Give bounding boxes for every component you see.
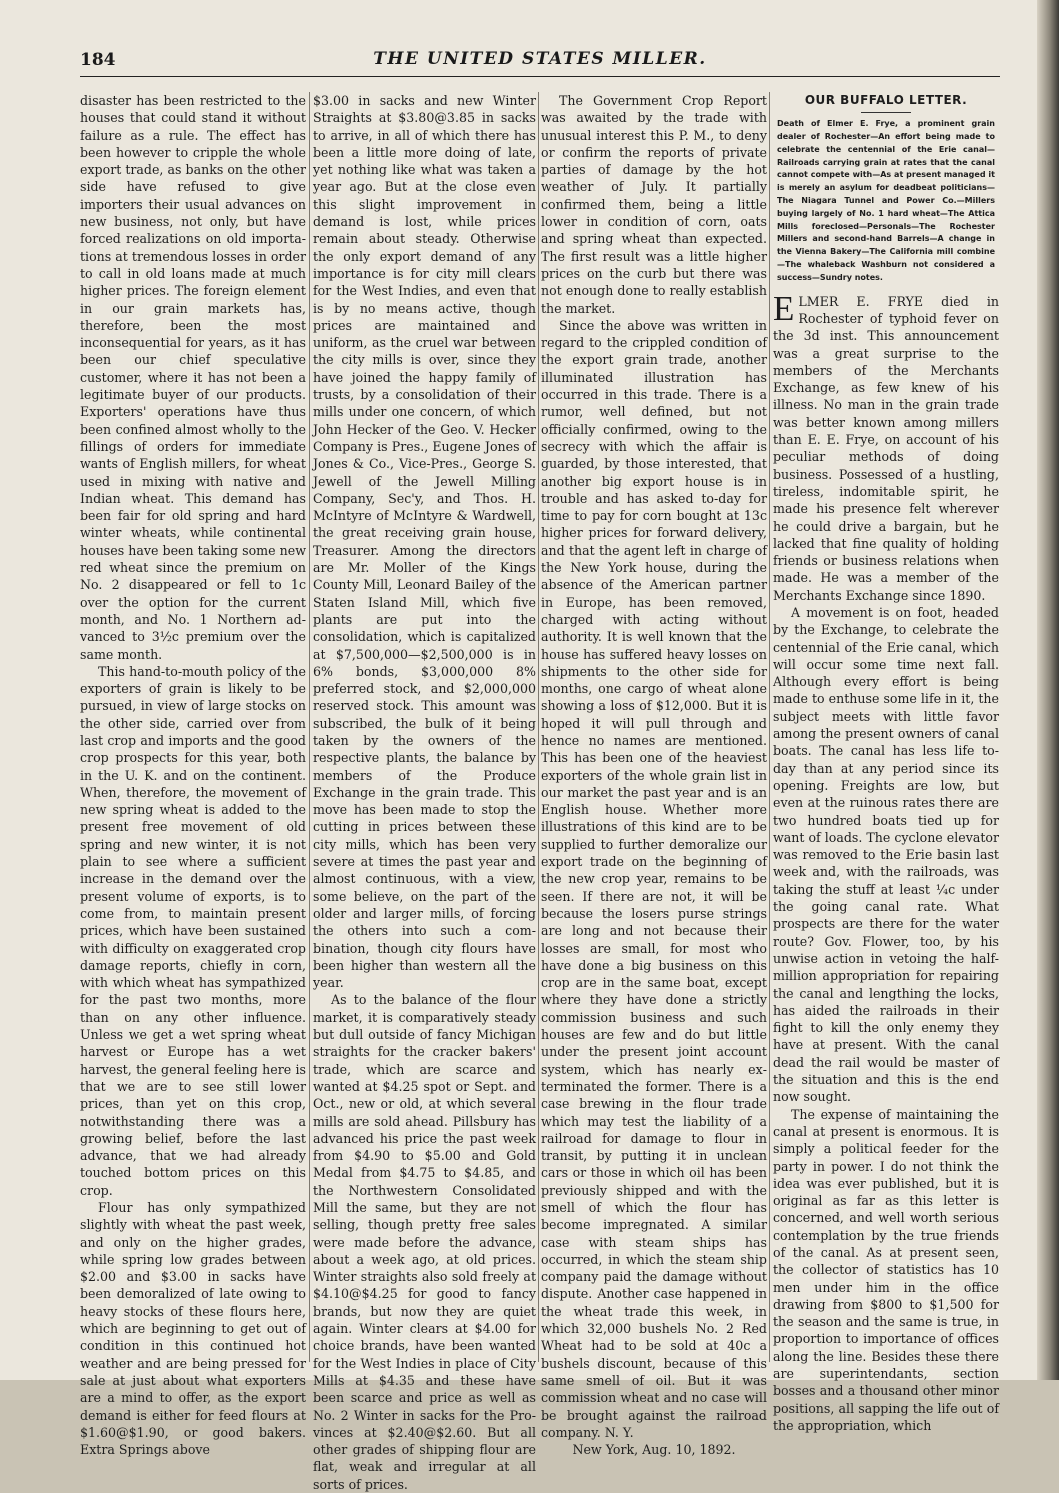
paragraph: The expense of maintaining the canal at present is enormous. It is simply a political feeder for the party in power. I do not think the idea was ever published, but it is original as far as this letter is concerned, and well worth serious contemplation by the true friends of the canal. As at present seen, the collector of statistics has 10 men under him in the office drawing from $800 to $1,500 for the season and the same is true, in proportion to importance of offices along the line. Besides these there are superintendants, section bosses and a thousand other minor positions, all sapping the life out of the appropriation, which: [773, 1106, 999, 1433]
heading-rule: [861, 112, 911, 113]
column-2: [313, 92, 536, 1492]
drop-cap: E: [773, 288, 795, 328]
column-rule: [769, 92, 770, 1362]
paragraph: $3.00 in sacks and new Winter Straights at $3.80@3.85 in sacks to arrive, in all of which there has been a little more doing of late, yet nothing like what was taken a year ago. But at the close even this slight improvement in demand is lost, while prices remain about steady. Otherwise the only export demand of any importance is for city mill clears for the West Indies, and even that is by no means active, though prices are maintained and uniform, as the cruel war between the city mills is over, since they have joined the happy family of trusts, by a consolidation of their mills under one concern, of which John Hecker of the Geo. V. Hecker Company is Pres., Eugene Jones of Jones & Co., Vice-Pres., George S. Jewell of the Jewell Milling Company, Sec'y, and Thos. H. McIntyre of McIntyre & Wardwell, the great receiving grain house, Treasurer. Among the directors are Mr. Moller of the Kings County Mill, Leonard Bailey of the Staten Island Mill, which five plants are put into the consolidation, which is capitalized at $7,500,000—$2,500,000 is in 6% bonds, $3,000,000 8% preferred stock, and $2,000,000 reserved stock. This amount was subscribed, the bulk of it being taken by the owners of the respective plants, the balance by members of the Produce Exchange in the grain trade. This move has been made to stop the cutting in prices between these city mills, which has been very severe at times the past year and almost continuous, with a view, some believe, on the part of the older and larger mills, of forcing the others into such a combination, though city flours have been higher than western all the year.: [313, 93, 536, 991]
paragraph: Since the above was written in regard to the crippled condition of the export grain trade, another illuminated illustration has occurred in this trade. There is a rumor, well defined, but not officially confirmed, owing to the secrecy with which the affair is guarded, by those interested, that another big export house is in trouble and has asked to-day for time to pay for corn bought at 13c higher prices for forward delivery, and that the agent left in charge of the New York house, during the absence of the American partner in Europe, has been removed, charged with acting without authority. It is well known that the house has suffered heavy losses on shipments to the other side for months, one cargo of wheat alone showing a loss of $12,000. But it is hoped it will pull through and hence no names are mentioned. This has been one of the heaviest exporters of the whole grain list in our market the past year and is an English house. Whether more illustrations of this kind are to be supplied to further demoralize our export trade on the beginning of the new crop year, remains to be seen. If there are not, it will be because the losers purse strings are long and not because their losses are small, for most who have done a big business on this crop are in the same boat, except where they have done a strictly commission business and such houses are few and do but little under the present joint account system, which has nearly exterminated the former. There is a case brewing in the flour trade which may test the liability of a railroad for damage to flour in transit, by putting it in unclean cars or those in which oil has been previously shipped and with the smell of which the flour has become impregnated. A similar case with steam ships has occurred, in which the steam ship company paid the damage without dispute. Another case happened in the wheat trade this week, in which 32,000 bushels No. 2 Red Wheat had to be sold at 40c a bushels discount, because of this same smell of oil. But it was commission wheat and no case will be brought against the railroad company. N. Y.: [541, 317, 767, 1440]
paragraph: disaster has been restricted to the houses that could stand it without failure as a rule. The effect has been however to cripple the whole export trade, as banks on the other side have refused to give importers their usual advances on new business, not only, but have forced realizations on old importations at tremendous losses in order to call in old loans made at much higher prices. The foreign element in our grain markets has, therefore, been the most inconsequential for years, as it has been our chief speculative customer, where it has not been a legitimate buyer of our products. Exporters' operations have thus been confined almost wholly to the fillings of orders for immediate wants of English millers, for wheat used in mixing with native and Indian wheat. This demand has been fair for old spring and hard winter wheats, while continental houses have been taking some new red wheat since the premium on No. 2 disappeared or fell to 1c over the option for the current month, and No. 1 Northern advanced to 3½c premium over the same month.: [80, 93, 306, 662]
paragraph: The Government Crop Report was awaited by the trade with unusual interest this P. M., to deny or confirm the reports of private parties of damage by the hot weather of July. It partially confirmed them, being a little lower in condition of corn, oats and spring wheat than expected. The first result was a little higher prices on the curb but there was not enough done to really establish the market.: [541, 93, 767, 316]
lead-text: LMER E. FRYE died in Rochester of typhoid fever on the 3d inst. This announcement was a great surprise to the members of the Merchants Exchange, as few knew of his illness. No man in the grain trade was better known among millers than E. E. Frye, on account of his peculiar methods of doing business. Possessed of a hustling, tireless, indomitable spirit, he made his presence felt wherever he could drive a bargain, but he lacked that fine quality of holding friends or business relations when made. He was a member of the Merchants Exchange since 1890.: [773, 293, 999, 603]
page-header: [80, 46, 1000, 77]
paragraph: This hand-to-mouth policy of the exporters of grain is likely to be pursued, in view of large stocks on the other side, carried over from last crop and imports and the good crop prospects for this year, both in the U. K. and on the continent. When, therefore, the movement of new spring wheat is added to the present free movement of old spring and new winter, it is not plain to see where a sufficient increase in the demand over the present volume of exports, is to come from, to maintain present prices, which have been sustained with difficulty on exaggerated crop damage reports, chiefly in corn, with which wheat has sympathized for the past two months, more than on any other influence. Unless we get a wet spring wheat harvest or Europe has a wet harvest, the general feeling here is that we are to see still lower prices, than yet on this crop, notwithstanding there was a growing belief, before the last advance, that we had already touched bottom prices on this crop.: [80, 663, 306, 1198]
publication-title: THE UNITED STATES MILLER.: [373, 49, 707, 69]
paragraph: As to the balance of the flour market, it is comparatively steady but dull outside of fancy Michigan straights for the cracker bakers' trade, which are scarce and wanted at $4.25 spot or Sept. and Oct., new or old, at which several mills are sold ahead. Pillsbury has advanced his price the past week from $4.90 to $5.00 and Gold Medal from $4.75 to $4.85, and the Northwestern Consolidated Mill the same, but they are not selling, though pretty free sales were made before the advance, about a week ago, at old prices. Winter straights also sold freely at $4.10@$4.25 for good to fancy brands, but now they are quiet again. Winter clears at $4.00 for choice brands, have been wanted for the West Indies in place of City Mills at $4.35 and these have been scarce and price as well as No. 2 Winter in sacks for the Provinces at $2.40@$2.60. But all other grades of shipping flour are flat, weak and irregular at all sorts of prices.: [313, 992, 536, 1492]
column-3: [541, 92, 767, 1458]
page-number: 184: [80, 50, 116, 70]
column-rule: [538, 92, 539, 1362]
article-heading: OUR BUFFALO LETTER.: [804, 93, 968, 107]
binding-shadow: [1037, 0, 1059, 1380]
column-1: [80, 92, 306, 1458]
paragraph: Flour has only sympathized slightly with wheat the past week, and only on the higher grades, while spring low grades between $2.00 and $3.00 in sacks have been demoralized of late owing to heavy stocks of these flours here, which are beginning to get out of condition in this continued hot weather and are being pressed for sale at just about what exporters are a mind to offer, as the export demand is either for feed flours at $1.60@$1.90, or good bakers. Extra Springs above: [80, 1200, 306, 1458]
column-rule: [309, 92, 310, 1362]
article-summary: Death of Elmer E. Frye, a prominent grain dealer of Rochester—An effort being made to celebrate the centennial of the Erie canal—Railroads carrying grain at rates that the canal cannot compete with—As at present managed it is merely an asylum for deadbeat politicians—The Niagara Tunnel and Power Co.—Millers buying largely of No. 1 hard wheat—The Attica Mills foreclosed—Personals—The Rochester Millers and second-hand Barrels—A change in the Vienna Bakery—The California mill combine—The whaleback Washburn not considered a success—Sundry notes.: [777, 119, 995, 282]
paragraph: A movement is on foot, headed by the Exchange, to celebrate the centennial of the Erie canal, which will occur some time next fall. Although every effort is being made to enthuse some life in it, the subject meets with little favor among the present owners of canal boats. The canal has less life to-day than at any period since its opening. Freights are low, but even at the ruinous rates there are two hundred boats tied up for want of loads. The cyclone elevator was removed to the Erie basin last week and, with the railroads, was taking the stuff at least ¼c under the going canal rate. What prospects are there for the water route? Gov. Flower, too, by his unwise action in vetoing the half-million appropriation for repairing the canal and lengthing the locks, has aided the railroads in their fight to kill the only enemy they have at present. With the canal dead the rail would be master of the situation and this is the end now sought.: [773, 605, 999, 1105]
column-4: [773, 92, 999, 1433]
dateline: New York, Aug. 10, 1892.: [572, 1442, 736, 1458]
lead-paragraph: [773, 288, 999, 604]
